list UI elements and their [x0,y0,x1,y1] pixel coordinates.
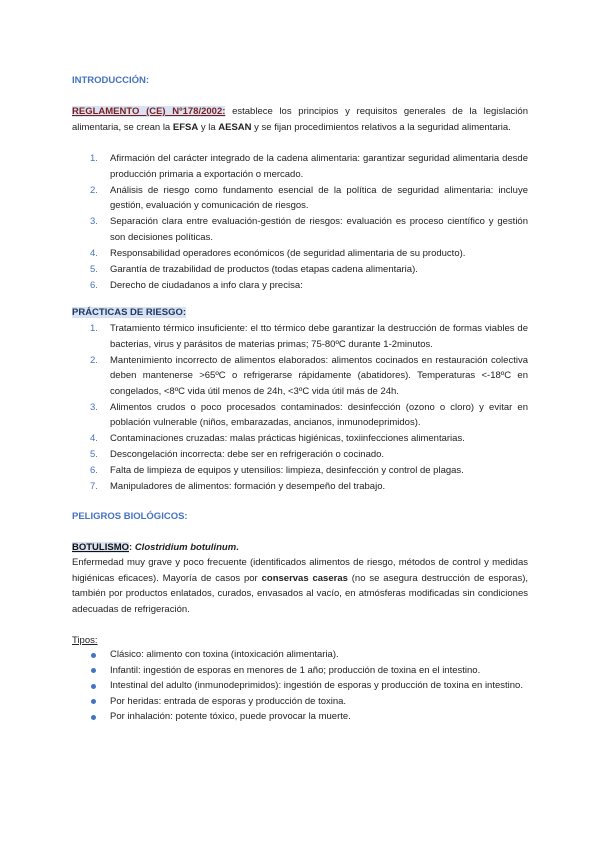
bullet-icon [91,699,96,704]
list-item-text: Descongelación incorrecta: debe ser en refrigeración o cocinado. [110,449,385,460]
peligros-section [72,509,528,525]
list-number: 2. [90,354,98,366]
list-item-text: Intestinal del adulto (inmunodeprimidos): ingestión de esporas y producción de toxina en intestino. [110,680,523,691]
list-number: 4. [90,247,98,259]
botulismo-text-1: Enfermedad muy grave y poco frecuente (identificados alimentos de riesgo, métodos de control y medidas higiénicas eficaces). Mayoría de casos por [72,557,528,584]
list-item-text: Por inhalación: potente tóxico, puede provocar la muerte. [110,711,351,722]
list-item [72,709,528,725]
tipos-list [72,647,528,725]
list-item [72,647,528,663]
tipos-list-block [72,647,528,725]
intro-list [72,151,528,293]
list-item [72,246,528,262]
list-item [72,262,528,278]
reglamento-text-3: y se fijan procedimientos relativos a la seguridad alimentaria. [251,121,511,133]
botulismo-separator: : [129,542,135,553]
bullet-icon [91,684,96,689]
list-item-text: Tratamiento térmico insuficiente: el tto térmico debe garantizar la destrucción de formas viables de bacterias, virus y parásitos de materias primas; 75-80ºC durante 1-2minutos. [110,323,528,350]
efsa-text: EFSA [172,121,199,133]
bullet-icon [91,715,96,720]
list-number: 1. [90,323,98,334]
list-item [72,463,528,479]
botulismo-text-2: (no se asegura destrucción de esporas), también por productos enlatados, curados, envasados al vacío, en atmósferas modificadas sin condiciones adecuadas de refrigeración. [72,572,528,615]
list-number: 1. [90,153,98,164]
list-item [72,214,528,245]
botulismo-paragraph [72,555,528,617]
aesan-text: AESAN [218,121,252,133]
practicas-list [72,321,528,495]
list-item-text: Contaminaciones cruzadas: malas prácticas higiénicas, toxiinfecciones alimentarias. [110,433,465,444]
botulismo-species: Clostridium botulinum [134,542,237,553]
peligros-heading: PELIGROS BIOLÓGICOS: [72,511,188,522]
list-item [72,400,528,431]
list-item-text: Alimentos crudos o poco procesados contaminados: desinfección (ozono o cloro) y evitar en población vulnerable (niños, embarazadas, ancianos, inmunodeprimidos). [110,401,528,428]
list-item [72,694,528,710]
reglamento-paragraph [72,104,528,135]
list-number: 6. [90,465,98,476]
tipos-label: Tipos: [72,635,98,646]
list-item [72,431,528,447]
list-number: 7. [90,481,98,492]
list-item-text: Infantil: ingestión de esporas en menores de 1 año; producción de toxina en el intestino. [110,664,481,676]
list-item-text: Por heridas: entrada de esporas y producción de toxina. [110,695,347,707]
reglamento-text-1: establece los principios y requisitos generales de la legislación alimentaria, se crean la [72,106,528,133]
intro-list-block [72,151,528,294]
botulismo-dot: . [236,542,239,553]
list-item-text: Mantenimiento incorrecto de alimentos elaborados: alimentos cocinados en restauración colectiva deben mantenerse >65ºC o refrigerarse rápidamente (abatidores). Temperaturas <-18ºC en congelados, <8ºC vida útil menos de 24h, <3ºC vida útil más de 24h. [110,354,528,397]
practicas-section [72,305,528,321]
list-number: 3. [90,216,98,227]
practicas-heading: PRÁCTICAS DE RIESGO: [72,307,187,318]
list-number: 4. [90,433,98,444]
botulismo-title [72,540,528,556]
list-item [72,353,528,400]
reglamento-label: REGLAMENTO (CE) Nº178/2002: [72,106,226,117]
conservas-caseras-text: conservas caseras [261,572,348,584]
bullet-icon [91,668,96,673]
list-item-text: Garantía de trazabilidad de productos (todas etapas cadena alimentaria). [110,263,418,275]
list-item-text: Clásico: alimento con toxina (intoxicación alimentaria). [110,649,339,660]
list-item [72,278,528,294]
list-item [72,447,528,463]
list-item-text: Derecho de ciudadanos a info clara y precisa: [110,279,303,291]
list-item-text: Manipuladores de alimentos: formación y desempeño del trabajo. [110,481,386,492]
list-item [72,663,528,679]
bullet-icon [91,653,96,658]
list-item [72,479,528,495]
list-item [72,151,528,182]
list-item-text: Análisis de riesgo como fundamento esencial de la política de seguridad alimentaria: incluye gestión, evaluación y comunicación de riesgos. [110,184,528,211]
list-number: 3. [90,401,98,413]
list-number: 2. [90,184,98,196]
botulismo-label: BOTULISMO [72,542,129,553]
list-item-text: Separación clara entre evaluación-gestión de riesgos: evaluación es proceso científico y gestión son decisiones políticas. [110,216,528,243]
list-item-text: Falta de limpieza de equipos y utensilios: limpieza, desinfección y control de plagas. [110,465,464,476]
list-item-text: Responsabilidad operadores económicos (de seguridad alimentaria de su producto). [110,247,466,259]
reglamento-text-2: y la [198,121,219,133]
intro-heading: INTRODUCCIÓN: [72,75,150,86]
list-number: 6. [90,279,98,291]
list-item-text: Afirmación del carácter integrado de la cadena alimentaria: garantizar seguridad alimentaria desde producción primaria a exportación o mercado. [110,153,528,180]
intro-section [72,73,528,89]
list-number: 5. [90,263,98,275]
list-item [72,678,528,694]
list-item [72,321,528,352]
practicas-list-block [72,321,528,495]
list-number: 5. [90,449,98,460]
list-item [72,183,528,214]
